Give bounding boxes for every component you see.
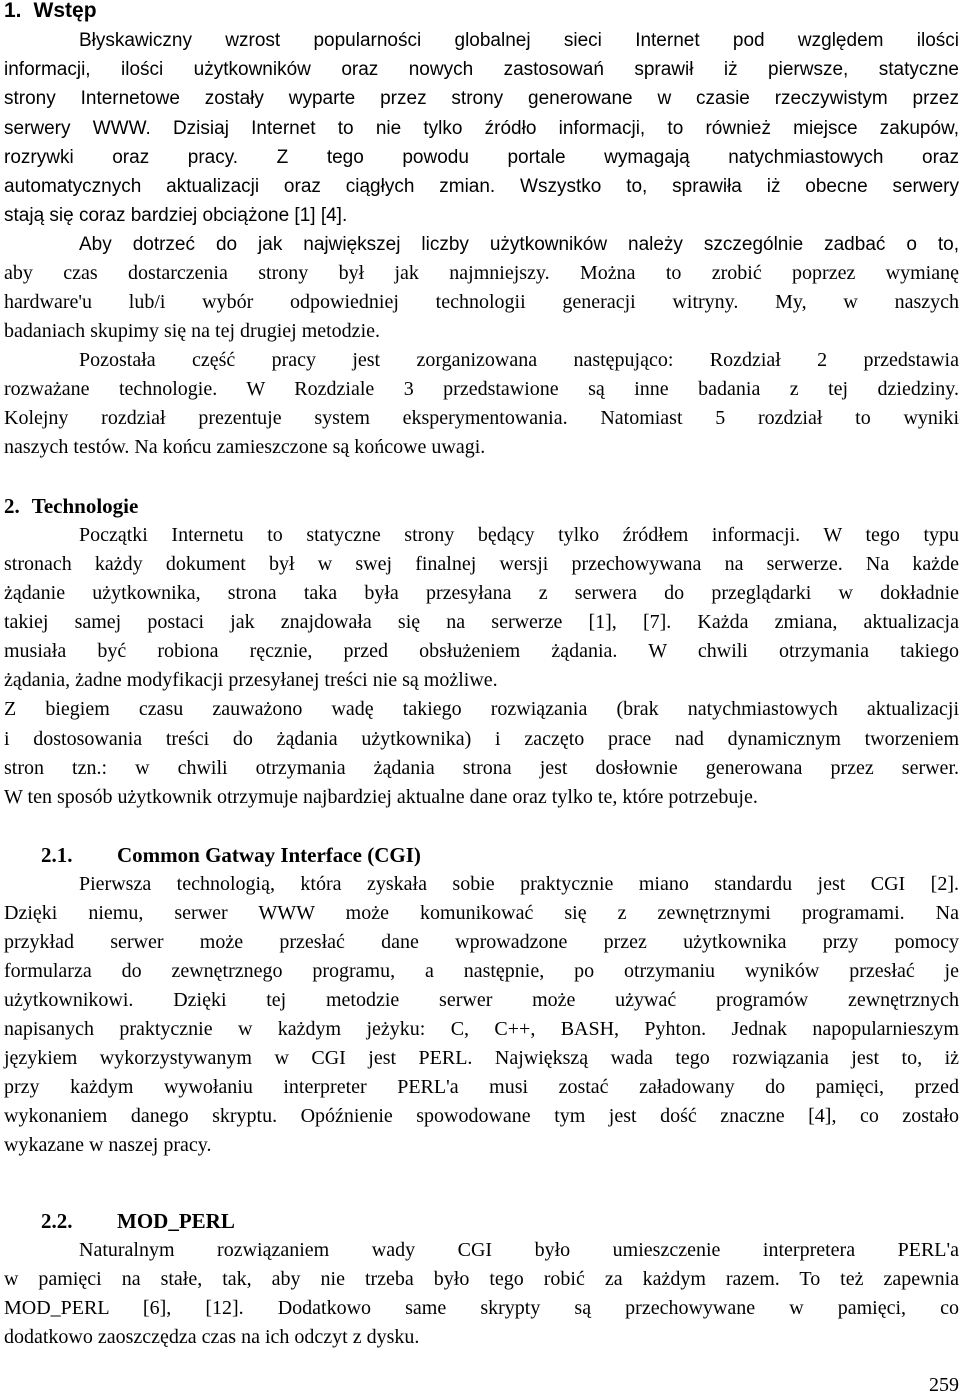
text-line: automatycznych aktualizacji oraz ciągłych zmian. Wszystko to, sprawiła iż obecne serwery [4,176,959,197]
section-heading-1 [4,0,97,25]
text-line: musiała być robiona ręcznie, przed obsłużeniem żądania. W chwili otrzymania takiego [4,640,959,662]
text-line: hardware'u lub/i wybór odpowiedniej technologii generacji witryny. My, w naszych [4,291,959,313]
text-line: Dzięki niemu, serwer WWW może komunikować się z zewnętrznymi programami. Na [4,902,959,924]
text-line: strony Internetowe zostały wyparte przez strony generowane w czasie rzeczywistym przez [4,88,959,109]
text-line: rozważane technologie. W Rozdziale 3 przedstawione są inne badania z tej dziedziny. [4,378,959,400]
section-title: Wstęp [33,0,97,22]
text-line: wykonaniem danego skryptu. Opóźnienie spowodowane tym jest dość znaczne [4], co zostało [4,1105,959,1127]
text-line: językiem wykorzystywanym w CGI jest PERL. Największą wada tego rozwiązania jest to, iż [4,1047,959,1069]
text-line: Błyskawiczny wzrost popularności globalnej sieci Internet pod względem ilości [79,30,959,51]
subsection-heading-2-1 [4,841,421,869]
section-number: 1. [4,0,22,22]
text-line: badaniach skupimy się na tej drugiej metodzie. [4,320,380,342]
text-line: Naturalnym rozwiązaniem wady CGI było umieszczenie interpretera PERL'a [79,1239,959,1261]
section-number: 2.2. [41,1209,73,1233]
section-heading-2 [4,492,138,520]
text-line: informacji, ilości użytkowników oraz nowych zastosowań sprawił iż pierwsze, statyczne [4,59,959,80]
text-line: W ten sposób użytkownik otrzymuje najbardziej aktualne dane oraz tylko te, które potrzebuje. [4,786,758,808]
text-line: przy każdym wywołaniu interpreter PERL'a musi zostać załadowany do pamięci, przed [4,1076,959,1098]
page-number: 259 [929,1374,959,1396]
text-line: aby czas dostarczenia strony był jak najmniejszy. Można to zrobić poprzez wymianę [4,262,959,284]
text-line: użytkownikowi. Dzięki tej metodzie serwer może używać programów zewnętrznych [4,989,959,1011]
section-number: 2. [4,494,20,518]
text-line: żądanie użytkownika, strona taka była przesyłana z serwera do przeglądarki w dokładnie [4,582,959,604]
text-line: naszych testów. Na końcu zamieszczone są końcowe uwagi. [4,436,486,458]
text-line: przykład serwer może przesłać dane wprowadzone przez użytkownika przy pomocy [4,931,959,953]
section-title: Technologie [31,494,139,518]
text-line: Pierwsza technologią, która zyskała sobie praktycznie miano standardu jest CGI [2]. [79,873,959,895]
text-line: Aby dotrzeć do jak największej liczby użytkowników należy szczególnie zadbać o to, [79,234,959,255]
section-number: 2.1. [41,843,73,867]
text-line: takiej samej postaci jak znajdowała się na serwerze [1], [7]. Każda zmiana, aktualizacja [4,611,959,633]
text-line: rozrywki oraz pracy. Z tego powodu portale wymagają natychmiastowych oraz [4,147,959,168]
text-line: Pozostała część pracy jest zorganizowana następująco: Rozdział 2 przedstawia [79,349,959,371]
text-line: Kolejny rozdział prezentuje system eksperymentowania. Natomiast 5 rozdział to wyniki [4,407,959,429]
text-line: napisanych praktycznie w każdym jeżyku: C, C++, BASH, Pyhton. Jednak napopularnieszym [4,1018,959,1040]
section-title: MOD_PERL [117,1209,235,1233]
text-line: w pamięci na stałe, tak, aby nie trzeba było tego robić za każdym razem. To też zapewnia [4,1268,959,1290]
subsection-heading-2-2 [4,1207,235,1235]
text-line: Z biegiem czasu zauważono wadę takiego rozwiązania (brak natychmiastowych aktualizacji [4,698,959,720]
text-line: formularza do zewnętrznego programu, a następnie, po otrzymaniu wyników przesłać je [4,960,959,982]
text-line: stronach każdy dokument był w swej finalnej wersji przechowywana na serwerze. Na każde [4,553,959,575]
section-title: Common Gatway Interface (CGI) [117,843,421,867]
text-line: Początki Internetu to statyczne strony będący tylko źródłem informacji. W tego typu [79,524,959,546]
text-line: MOD_PERL [6], [12]. Dodatkowo same skrypty są przechowywane w pamięci, co [4,1297,959,1319]
text-line: i dostosowania treści do żądania użytkownika) i zaczęto prace nad dynamicznym tworzeniem [4,728,959,750]
text-line: stają się coraz bardziej obciążone [1] [4]. [4,205,348,226]
text-line: serwery WWW. Dzisiaj Internet to nie tylko źródło informacji, to również miejsce zakupów, [4,118,959,139]
text-line: wykazane w naszej pracy. [4,1134,212,1156]
text-line: żądania, żadne modyfikacji przesyłanej treści nie są możliwe. [4,669,498,691]
text-line: stron tzn.: w chwili otrzymania żądania strona jest dosłownie generowana przez serwer. [4,757,959,779]
text-line: dodatkowo zaoszczędza czas na ich odczyt z dysku. [4,1326,420,1348]
